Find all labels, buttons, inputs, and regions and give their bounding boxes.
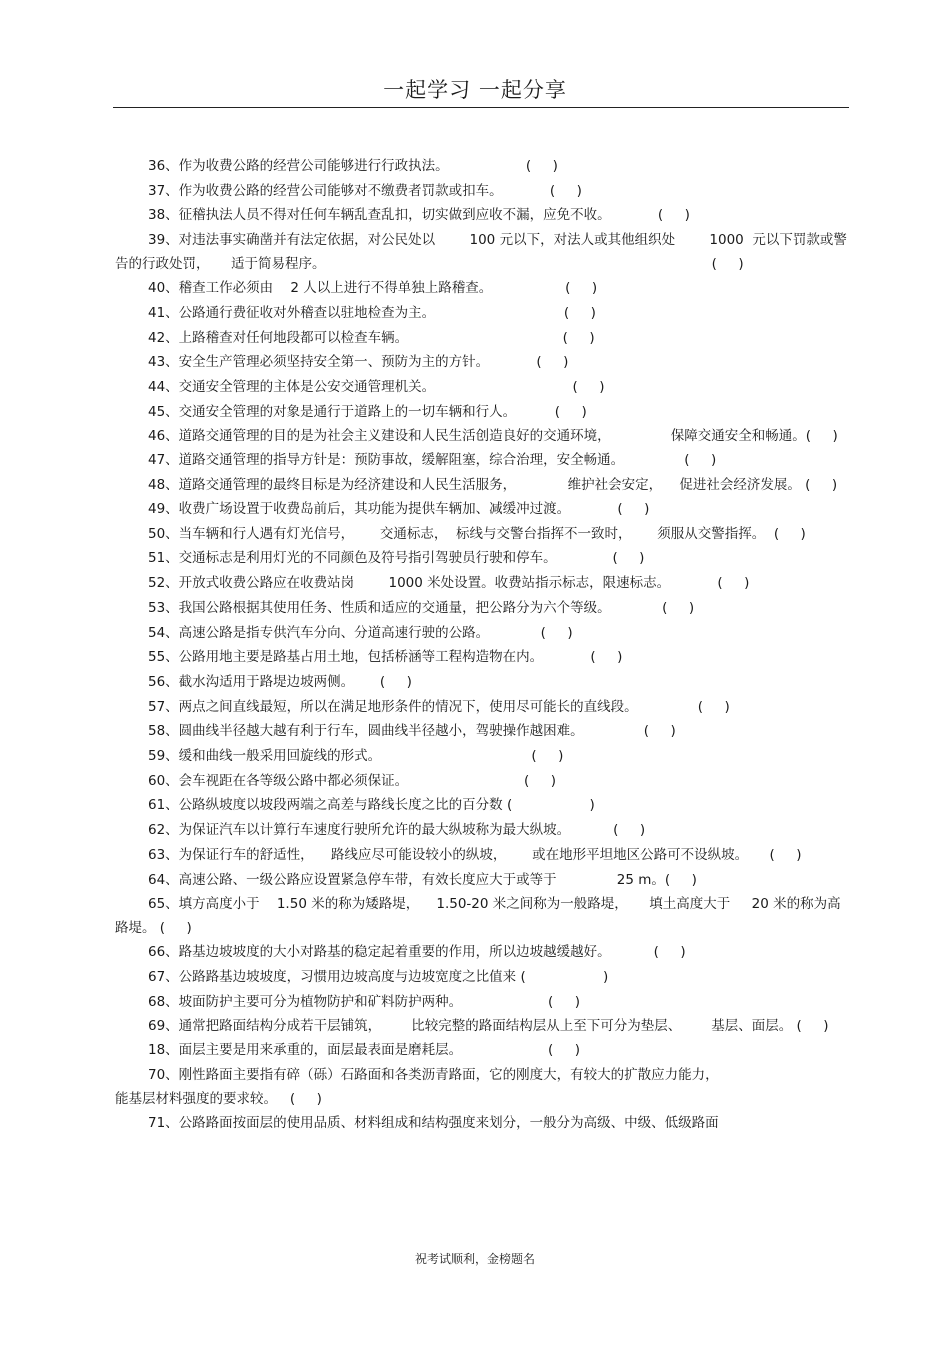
question-62: 62、为保证汽车以计算行车速度行驶所允许的最大纵坡称为最大纵坡。 ( ) (148, 822, 646, 839)
question-71: 71、公路路面按面层的使用品质、材料组成和结构强度来划分，一般分为高级、中级、低级路面 (148, 1115, 719, 1132)
question-36: 36、作为收费公路的经营公司能够进行行政执法。 ( ) (148, 158, 558, 174)
question-38: 38、征稽执法人员不得对任何车辆乱查乱扣，切实做到应收不漏，应免不收。 ( ) (148, 207, 690, 224)
question-49: 49、收费广场设置于收费岛前后，其功能为提供车辆加、减缓冲过渡。 ( ) (148, 501, 650, 518)
question-37: 37、作为收费公路的经营公司能够对不缴费者罚款或扣车。 ( ) (148, 182, 582, 199)
header-divider (113, 107, 849, 108)
question-45: 45、交通安全管理的对象是通行于道路上的一切车辆和行人。 ( ) (148, 403, 587, 420)
question-65: 65、填方高度小于 1.50 米的称为矮路堤， 1.50-20 米之间称为一般路堤， 填土高度大于 20 米的称为高路堤。 ( ) (115, 896, 841, 937)
question-64: 64、高速公路、一级公路应设置紧急停车带，有效长度应大于或等于 25 m。( ) (148, 871, 697, 888)
question-50: 50、当车辆和行人遇有灯光信号， 交通标志， 标线与交警台指挥不一致时， 须服从交警指挥。 ( ) (148, 525, 806, 542)
question-60: 60、会车视距在各等级公路中都必须保证。 ( ) (148, 772, 557, 789)
page-footer: 祝考试顺利，金榜题名 (414, 1252, 535, 1266)
question-57: 57、两点之间直线最短，所以在满足地形条件的情况下，使用尽可能长的直线段。 ( ) (148, 698, 730, 715)
question-58: 58、圆曲线半径越大越有利于行车，圆曲线半径越小，驾驶操作越困难。 ( ) (148, 723, 676, 740)
question-52: 52、开放式收费公路应在收费站岗 1000 米处设置。收费站指示标志，限速标志。 ( ) (148, 575, 750, 592)
question-18: 18、面层主要是用来承重的，面层最表面是磨耗层。 ( ) (148, 1042, 580, 1059)
question-43: 43、安全生产管理必须坚持安全第一、预防为主的方针。 ( ) (148, 354, 569, 371)
question-51: 51、交通标志是利用灯光的不同颜色及符号指引驾驶员行驶和停车。 ( ) (148, 550, 645, 567)
page-header: 一起学习 一起分享 (383, 78, 567, 102)
question-54: 54、高速公路是指专供汽车分向、分道高速行驶的公路。 ( ) (148, 624, 573, 641)
question-41: 41、公路通行费征收对外稽查以驻地检查为主。 ( ) (148, 304, 596, 321)
question-53: 53、我国公路根据其使用任务、性质和适应的交通量，把公路分为六个等级。 ( ) (148, 599, 695, 616)
question-66: 66、路基边坡坡度的大小对路基的稳定起着重要的作用，所以边坡越缓越好。 ( ) (148, 944, 686, 961)
question-47: 47、道路交通管理的指导方针是：预防事故，缓解阻塞，综合治理，安全畅通。 ( ) (148, 452, 717, 469)
question-56: 56、截水沟适用于路堤边坡两侧。 ( ) (148, 673, 412, 690)
question-39: 39、对违法事实确凿并有法定依据，对公民处以 100 元以下，对法人或其他组织处 1000 元以下罚款或警告的行政处罚， 适于简易程序。 ( ) (115, 232, 847, 273)
question-46: 46、道路交通管理的目的是为社会主义建设和人民生活创造良好的交通环境， 保障交通安全和畅通。( ) (148, 428, 838, 445)
question-61: 61、公路纵坡度以坡段两端之高差与路线长度之比的百分数 ( ) (148, 797, 595, 814)
question-68: 68、坡面防护主要可分为植物防护和矿料防护两种。 ( ) (148, 993, 580, 1010)
question-63: 63、为保证行车的舒适性， 路线应尽可能设较小的纵坡， 或在地形平坦地区公路可不设纵坡。 ( ) (148, 846, 802, 863)
question-40: 40、稽查工作必须由 2 人以上进行不得单独上路稽查。 ( ) (148, 280, 598, 297)
question-42: 42、上路稽查对任何地段都可以检查车辆。 ( ) (148, 329, 595, 346)
question-70: 70、刚性路面主要指有碎（砾）石路面和各类沥青路面，它的刚度大，有较大的扩散应力能力， 能基层材料强度的要求较。 ( ) (115, 1067, 719, 1108)
question-55: 55、公路用地主要是路基占用土地，包括桥涵等工程构造物在内。 ( ) (148, 649, 623, 666)
question-48: 48、道路交通管理的最终目标是为经济建设和人民生活服务， 维护社会安定， 促进社会经济发展。 ( ) (148, 477, 838, 494)
question-69: 69、通常把路面结构分成若干层铺筑， 比较完整的路面结构层从上至下可分为垫层、 基层、面层。 ( ) (148, 1018, 829, 1035)
question-59: 59、缓和曲线一般采用回旋线的形式。 ( ) (148, 748, 564, 765)
question-list (115, 154, 847, 1136)
question-67: 67、公路路基边坡坡度，习惯用边坡高度与边坡宽度之比值来 ( ) (148, 968, 609, 985)
question-44: 44、交通安全管理的主体是公安交通管理机关。 ( ) (148, 378, 605, 395)
